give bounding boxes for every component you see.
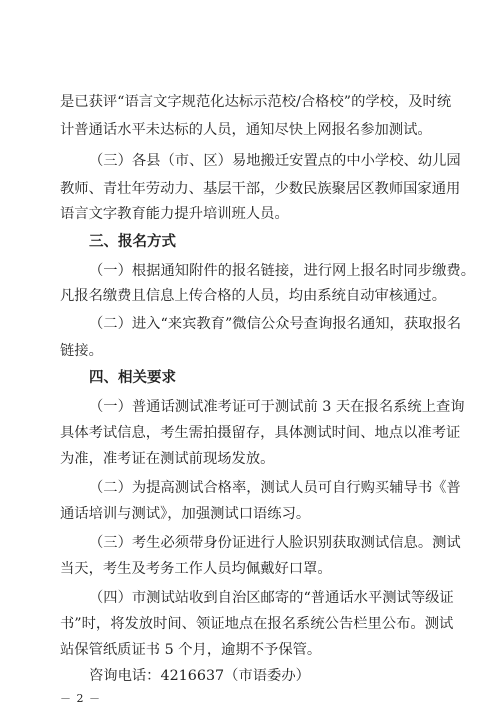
body-text-line: （四）市测试站收到自治区邮寄的“普通话水平测试等级证 [89, 590, 454, 606]
body-text-line: 书”时，将发放时间、领证地点在报名系统公告栏里公布。测试 [60, 616, 454, 632]
body-text-line: （一）普通话测试准考证可于测试前 3 天在报名系统上查询 [89, 399, 465, 415]
body-text-line: （二）为提高测试合格率，测试人员可自行购买辅导书《普 [89, 480, 461, 496]
body-text-line: （二）进入“来宾教育”微信公众号查询报名通知，获取报名 [89, 316, 462, 332]
section-heading-registration: 三、报名方式 [89, 234, 176, 250]
body-text-line: 通话培训与测试》，加强测试口语练习。 [60, 506, 311, 522]
body-text-line: 语言文字教育能力提升培训班人员。 [60, 206, 289, 222]
body-text-line: （三）考生必须带身份证进行人脸识别获取测试信息。测试 [89, 535, 461, 551]
body-text-line: （三）各县（市、区）易地搬迁安置点的中小学校、幼儿园 [89, 153, 461, 169]
body-text-line: 是已获评“语言文字规范化达标示范校/合格校”的学校，及时统 [60, 94, 452, 110]
contact-phone: 咨询电话：4216637（市语委办） [89, 668, 310, 684]
body-text-line: 当天，考生及考务工作人员均佩戴好口罩。 [60, 561, 332, 577]
page-number: － 2 － [60, 692, 101, 705]
body-text-line: 为准，准考证在测试前现场发放。 [60, 451, 275, 467]
body-text-line: 站保管纸质证书 5 个月，逾期不予保管。 [60, 642, 322, 658]
body-text-line: 教师、青壮年劳动力、基层干部，少数民族聚居区教师国家通用 [60, 181, 461, 197]
body-text-line: 具体考试信息，考生需拍摄留存，具体测试时间、地点以准考证 [60, 425, 461, 441]
body-text-line: 计普通话水平未达标的人员，通知尽快上网报名参加测试。 [60, 122, 432, 138]
section-heading-requirements: 四、相关要求 [89, 370, 176, 386]
body-text-line: 凡报名缴费且信息上传合格的人员，均由系统自动审核通过。 [60, 288, 447, 304]
body-text-line: 链接。 [60, 343, 103, 359]
body-text-line: （一）根据通知附件的报名链接，进行网上报名时同步缴费。 [89, 263, 476, 279]
